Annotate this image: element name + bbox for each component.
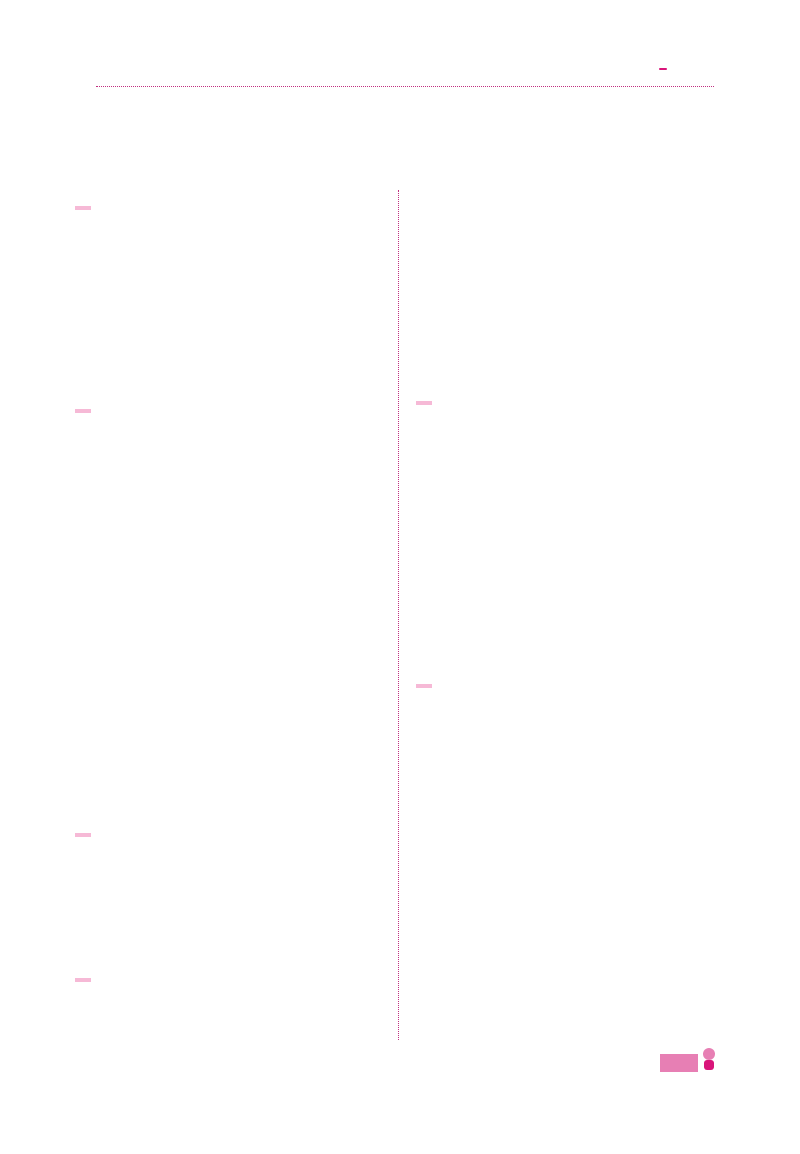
mascot-icon bbox=[698, 1046, 720, 1072]
section-jiaju bbox=[416, 673, 432, 692]
section-label bbox=[75, 978, 91, 982]
section-xingjin bbox=[75, 398, 91, 417]
column-divider bbox=[398, 190, 399, 1040]
section-jinyi bbox=[75, 967, 91, 986]
section-label bbox=[75, 833, 91, 837]
section-label bbox=[75, 409, 91, 413]
section-huixie bbox=[75, 195, 91, 220]
brand-logo bbox=[615, 58, 733, 98]
section-fanyi bbox=[416, 390, 432, 409]
section-label bbox=[75, 206, 91, 210]
section-duoyin bbox=[75, 822, 91, 841]
section-label bbox=[416, 684, 432, 688]
page-number bbox=[660, 1054, 698, 1072]
section-label bbox=[416, 401, 432, 405]
logo-box bbox=[659, 68, 667, 70]
